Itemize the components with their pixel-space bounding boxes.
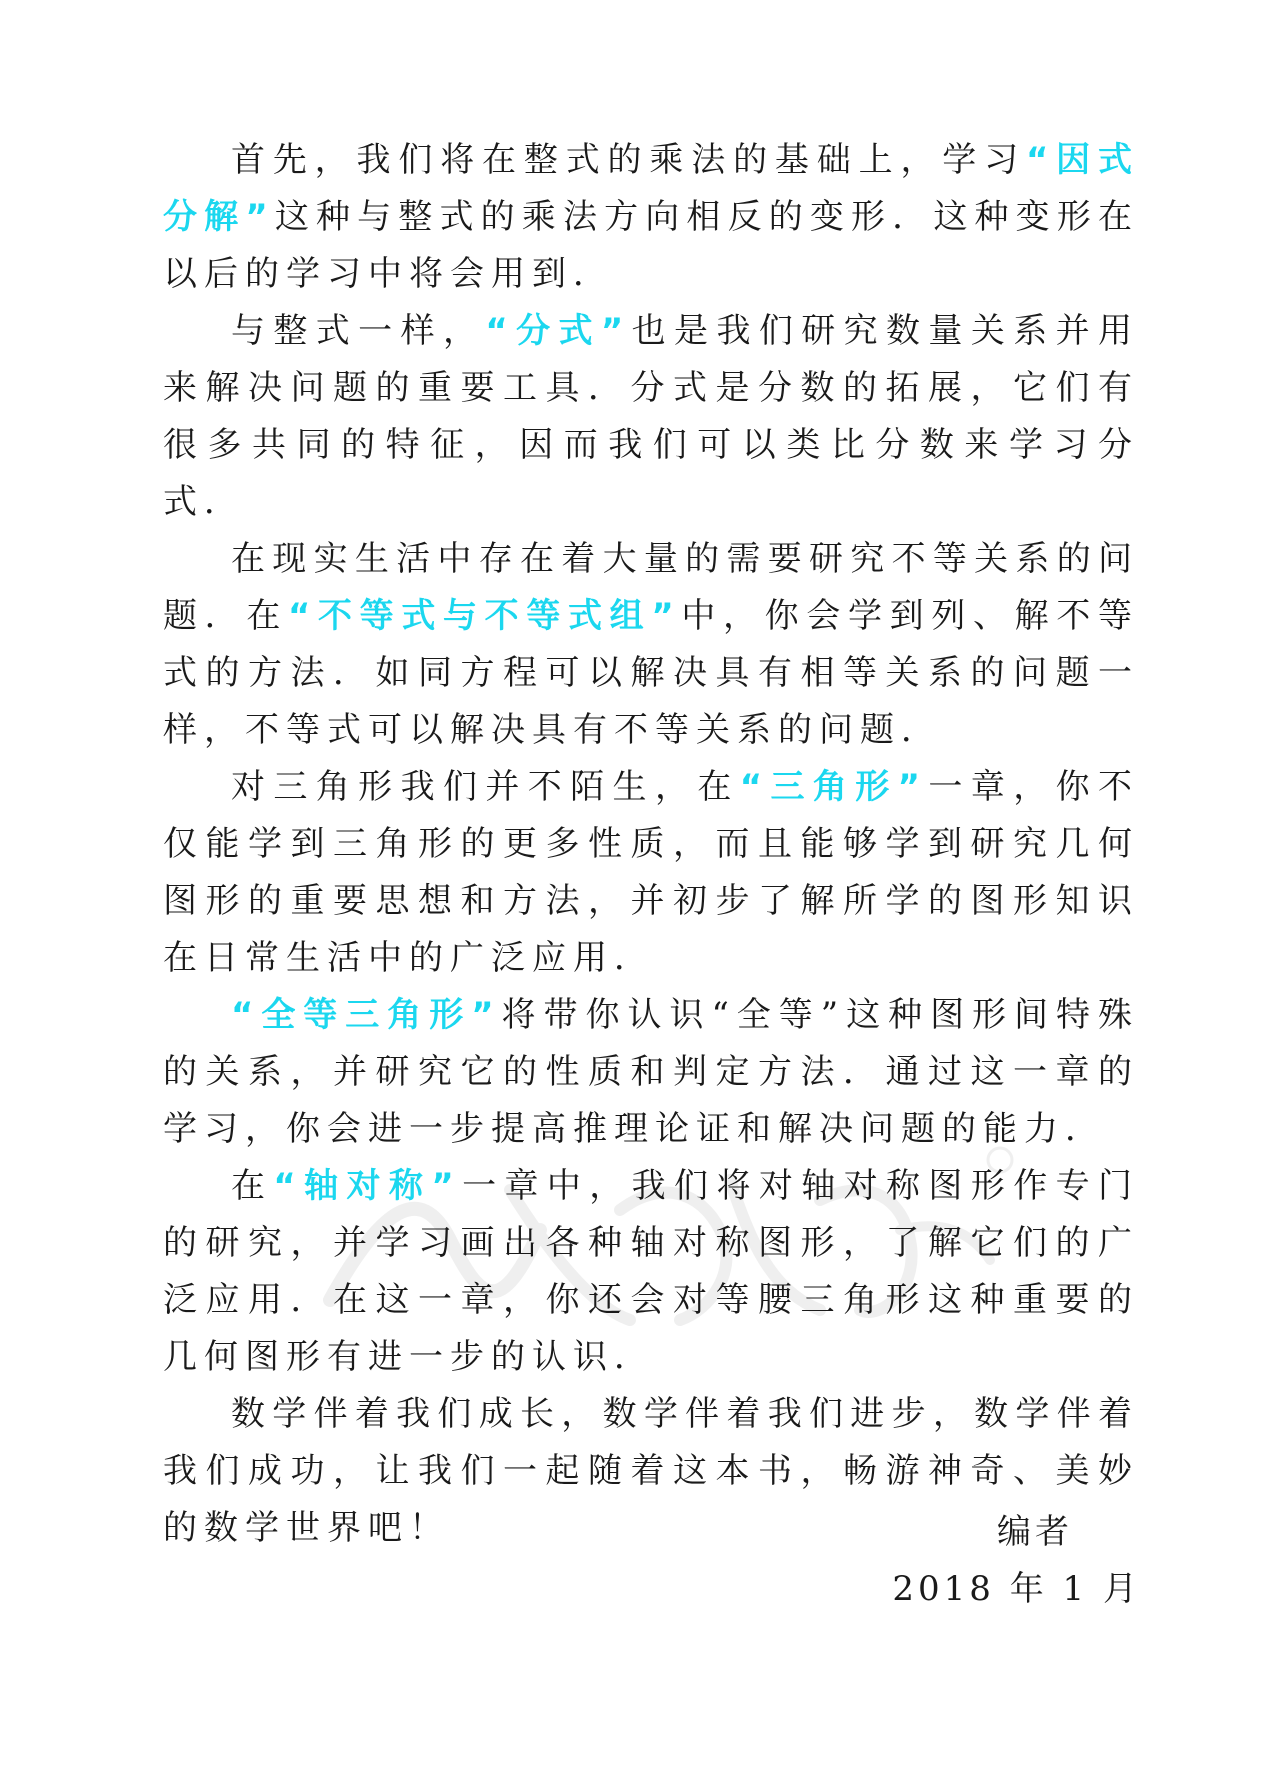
paragraph bbox=[163, 987, 1139, 1158]
paragraph-text: 将带你认识“全等”这种图形间特殊的关系，并研究它的性质和判定方法．通过这一章的学习，你会进一步提高推理论证和解决问题的能力． bbox=[163, 995, 1139, 1149]
paragraph bbox=[163, 303, 1139, 531]
publication-date: 2018 年 1 月 bbox=[892, 1569, 1141, 1609]
paragraph-text: 这种与整式的乘法方向相反的变形．这种变形在以后的学习中将会用到． bbox=[163, 197, 1139, 294]
paragraph-text: 首先，我们将在整式的乘法的基础上，学习 bbox=[231, 140, 1026, 180]
paragraph-text: 一章中，我们将对轴对称图形作专门的研究，并学习画出各种轴对称图形，了解它们的广泛应用．在这一章，你还会对等腰三角形这种重要的几何图形有进一步的认识． bbox=[163, 1166, 1140, 1377]
paragraph bbox=[163, 531, 1139, 759]
paragraph-text: 在现实生活中存在着大量的需要研究不等关系的问题．在 bbox=[163, 539, 1139, 636]
highlighted-chapter-title: “因式分解” bbox=[163, 140, 1139, 237]
paragraph-text: 数学伴着我们成长，数学伴着我们进步，数学伴着我们成功，让我们一起随着这本书，畅游神奇、美妙的数学世界吧！ bbox=[163, 1394, 1139, 1548]
preface-body bbox=[163, 132, 1139, 1557]
paragraph-text: 与整式一样， bbox=[231, 311, 486, 351]
highlighted-chapter-title: “分式” bbox=[485, 311, 631, 351]
author-signature: 编者 bbox=[997, 1512, 1073, 1552]
paragraph bbox=[163, 759, 1139, 987]
paragraph bbox=[163, 132, 1139, 303]
highlighted-chapter-title: “三角形” bbox=[739, 767, 928, 807]
signature-block bbox=[892, 1504, 1141, 1618]
highlighted-chapter-title: “轴对称” bbox=[273, 1166, 461, 1206]
paragraph-text: 也是我们研究数量关系并用来解决问题的重要工具．分式是分数的拓展，它们有很多共同的特征，因而我们可以类比分数来学习分式． bbox=[163, 311, 1140, 522]
paragraph-text: 中，你会学到列、解不等式的方法．如同方程可以解决具有相等关系的问题一样，不等式可以解决具有不等关系的问题． bbox=[163, 596, 1140, 750]
paragraph-text: 在 bbox=[231, 1166, 274, 1206]
paragraph-text: 对三角形我们并不陌生，在 bbox=[231, 767, 740, 807]
paragraph-text: 一章，你不仅能学到三角形的更多性质，而且能够学到研究几何图形的重要思想和方法，并初步了解所学的图形知识在日常生活中的广泛应用． bbox=[163, 767, 1140, 978]
highlighted-chapter-title: “全等三角形” bbox=[231, 995, 501, 1035]
paragraph bbox=[163, 1158, 1139, 1386]
highlighted-chapter-title: “不等式与不等式组” bbox=[288, 596, 681, 636]
